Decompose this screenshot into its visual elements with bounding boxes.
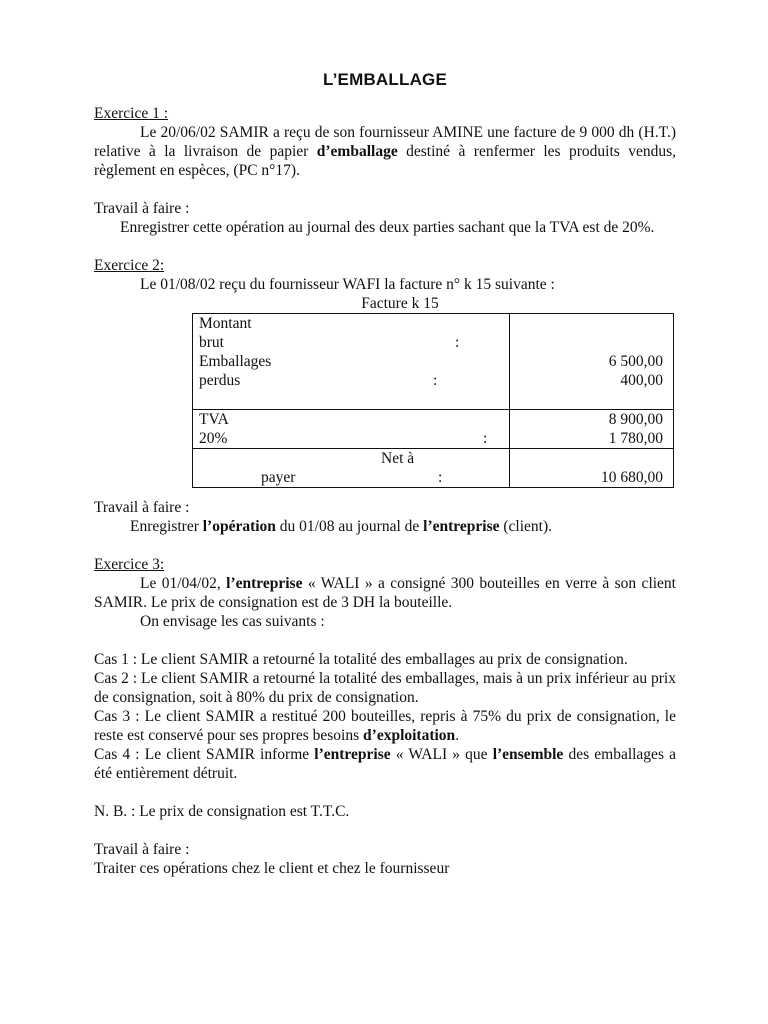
case-text: .: [455, 727, 460, 744]
task-bold-term: l’entreprise: [423, 518, 500, 535]
statement-text: Le 01/04/02,: [140, 575, 227, 592]
invoice-value-ht: 8 900,00: [608, 411, 663, 428]
exercise-3-heading: Exercice 3:: [94, 556, 165, 573]
statement-text: « WALI » a consigné 300 bouteilles en verre à son client SAMIR. Le prix de consignation est de 3 DH la bouteille.: [94, 575, 676, 611]
invoice-colon: :: [438, 469, 443, 486]
invoice-label-payer: payer: [261, 469, 296, 486]
case-4: [94, 745, 676, 783]
invoice-caption: Facture k 15: [361, 295, 439, 312]
case-text: Cas 4 : Le client SAMIR informe: [94, 746, 315, 763]
invoice-label-montant: Montant: [199, 315, 252, 332]
exercise-3-task-heading: Travail à faire :: [94, 841, 190, 858]
invoice-label-tva: TVA: [199, 411, 229, 428]
invoice-label-tva-rate: 20%: [199, 430, 228, 447]
exercise-2-intro: Le 01/08/02 reçu du fournisseur WAFI la facture n° k 15 suivante :: [140, 276, 555, 293]
statement-bold-term: l’entreprise: [226, 575, 303, 592]
task-text: (client).: [499, 518, 552, 535]
invoice-colon: :: [433, 372, 438, 389]
case-text: Cas 3 : Le client SAMIR a restitué 200 bouteilles, repris à 75% du prix de consignation, le reste est conservé pour ses propres besoins: [94, 708, 676, 744]
exercise-3-task-text: Traiter ces opérations chez le client et chez le fournisseur: [94, 860, 450, 877]
invoice-row-gross: [193, 314, 674, 410]
invoice-value-net: 10 680,00: [601, 469, 663, 486]
exercise-3-statement: [94, 574, 676, 612]
case-3: [94, 707, 676, 745]
case-bold-term: d’exploitation: [363, 727, 456, 744]
document-page: [94, 70, 676, 878]
exercise-2-task-heading: Travail à faire :: [94, 499, 190, 516]
exercise-1-statement: [94, 123, 676, 180]
statement-bold-term: d’emballage: [316, 143, 398, 160]
task-text: du 01/08 au journal de: [275, 518, 424, 535]
case-text: « WALI » que: [390, 746, 493, 763]
invoice-label-brut: brut: [199, 334, 224, 351]
document-title: L’EMBALLAGE: [322, 70, 448, 89]
invoice-row-tva: [193, 410, 674, 449]
exercise-3-note: N. B. : Le prix de consignation est T.T.C.: [94, 803, 350, 820]
invoice-label-perdus: perdus: [199, 372, 241, 389]
exercise-1-heading: Exercice 1 :: [94, 105, 169, 122]
exercise-2: [94, 256, 676, 536]
invoice-colon: :: [455, 334, 460, 351]
case-bold-term: l’ensemble: [492, 746, 564, 763]
case-2: Cas 2 : Le client SAMIR a retourné la totalité des emballages, mais à un prix inférieur au prix de consignation, soit à 80% du prix de consignation.: [94, 670, 676, 706]
task-bold-term: l’opération: [202, 518, 276, 535]
exercise-1-task-text: Enregistrer cette opération au journal des deux parties sachant que la TVA est de 20%.: [120, 219, 655, 236]
task-text: Enregistrer: [130, 518, 203, 535]
exercise-1: [94, 104, 676, 237]
invoice-value-brut: 6 500,00: [608, 353, 663, 370]
invoice-value-tva: 1 780,00: [608, 430, 663, 447]
exercise-3-cases-intro: On envisage les cas suivants :: [140, 613, 325, 630]
invoice-table: [192, 313, 674, 488]
invoice-value-emballages: 400,00: [620, 372, 663, 389]
invoice-label-net: Net à: [381, 450, 415, 467]
invoice-row-net: [193, 449, 674, 488]
exercise-3: [94, 555, 676, 878]
exercise-2-heading: Exercice 2:: [94, 257, 165, 274]
statement-text: destiné à renfermer les produits vendus, règlement en espèces, (PC n°17).: [94, 143, 677, 179]
exercise-1-task-heading: Travail à faire :: [94, 200, 190, 217]
invoice-label-emballages: Emballages: [199, 353, 272, 370]
invoice-colon: :: [483, 430, 488, 447]
statement-text: Le 20/06/02 SAMIR a reçu de son fournisseur AMINE une facture de 9 000 dh (H.T.) relative à la livraison de papier: [94, 124, 676, 160]
exercise-2-task-text: [94, 517, 676, 536]
case-text: des emballages a été entièrement détruit.: [94, 746, 676, 782]
case-1: Cas 1 : Le client SAMIR a retourné la totalité des emballages au prix de consignation.: [94, 651, 628, 668]
case-bold-term: l’entreprise: [314, 746, 391, 763]
